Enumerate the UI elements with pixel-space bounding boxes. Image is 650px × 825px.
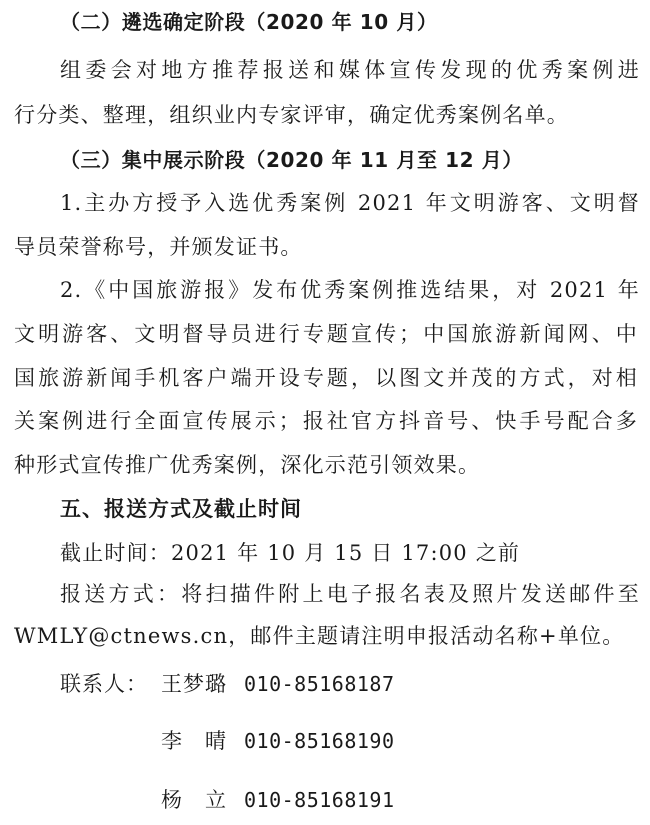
stage3-item2-line-4: 关案例进行全面宣传展示；报社官方抖音号、快手号配合多 bbox=[14, 409, 638, 433]
contact-phone: 010-85168190 bbox=[244, 729, 395, 753]
stage3-heading: （三）集中展示阶段（2020 年 11 月至 12 月） bbox=[60, 148, 523, 172]
stage3-item2-line-3: 国旅游新闻手机客户端开设专题，以图文并茂的方式，对相 bbox=[14, 366, 638, 390]
stage3-item1-line-2: 导员荣誉称号，并颁发证书。 bbox=[14, 235, 303, 259]
contacts-label: 联系人： bbox=[60, 672, 148, 696]
stage2-heading: （二）遴选确定阶段（2020 年 10 月） bbox=[60, 10, 438, 34]
stage3-item2-line-5: 种形式宣传推广优秀案例，深化示范引领效果。 bbox=[14, 453, 481, 477]
contact-name: 王梦璐 bbox=[161, 672, 227, 696]
deadline-text: 截止时间：2021 年 10 月 15 日 17:00 之前 bbox=[60, 541, 521, 565]
stage3-item1-line-1: 1.主办方授予入选优秀案例 2021 年文明游客、文明督 bbox=[60, 191, 640, 215]
stage2-paragraph-line-1: 组委会对地方推荐报送和媒体宣传发现的优秀案例进 bbox=[60, 58, 640, 82]
contact-phone: 010-85168187 bbox=[244, 672, 395, 696]
method-line-1: 报送方式：将扫描件附上电子报名表及照片发送邮件至 bbox=[60, 582, 640, 606]
contact-name: 李 晴 bbox=[161, 729, 227, 753]
stage3-item2-line-2: 文明游客、文明督导员进行专题宣传；中国旅游新闻网、中 bbox=[14, 322, 638, 346]
stage2-paragraph-line-2: 行分类、整理，组织业内专家评审，确定优秀案例名单。 bbox=[14, 103, 569, 127]
section5-title: 五、报送方式及截止时间 bbox=[60, 497, 302, 521]
stage3-item2-line-1: 2.《中国旅游报》发布优秀案例推选结果，对 2021 年 bbox=[60, 278, 640, 302]
contact-name: 杨 立 bbox=[161, 788, 227, 812]
method-line-2: WMLY@ctnews.cn，邮件主题请注明申报活动名称+单位。 bbox=[14, 624, 625, 648]
contact-phone: 010-85168191 bbox=[244, 788, 395, 812]
